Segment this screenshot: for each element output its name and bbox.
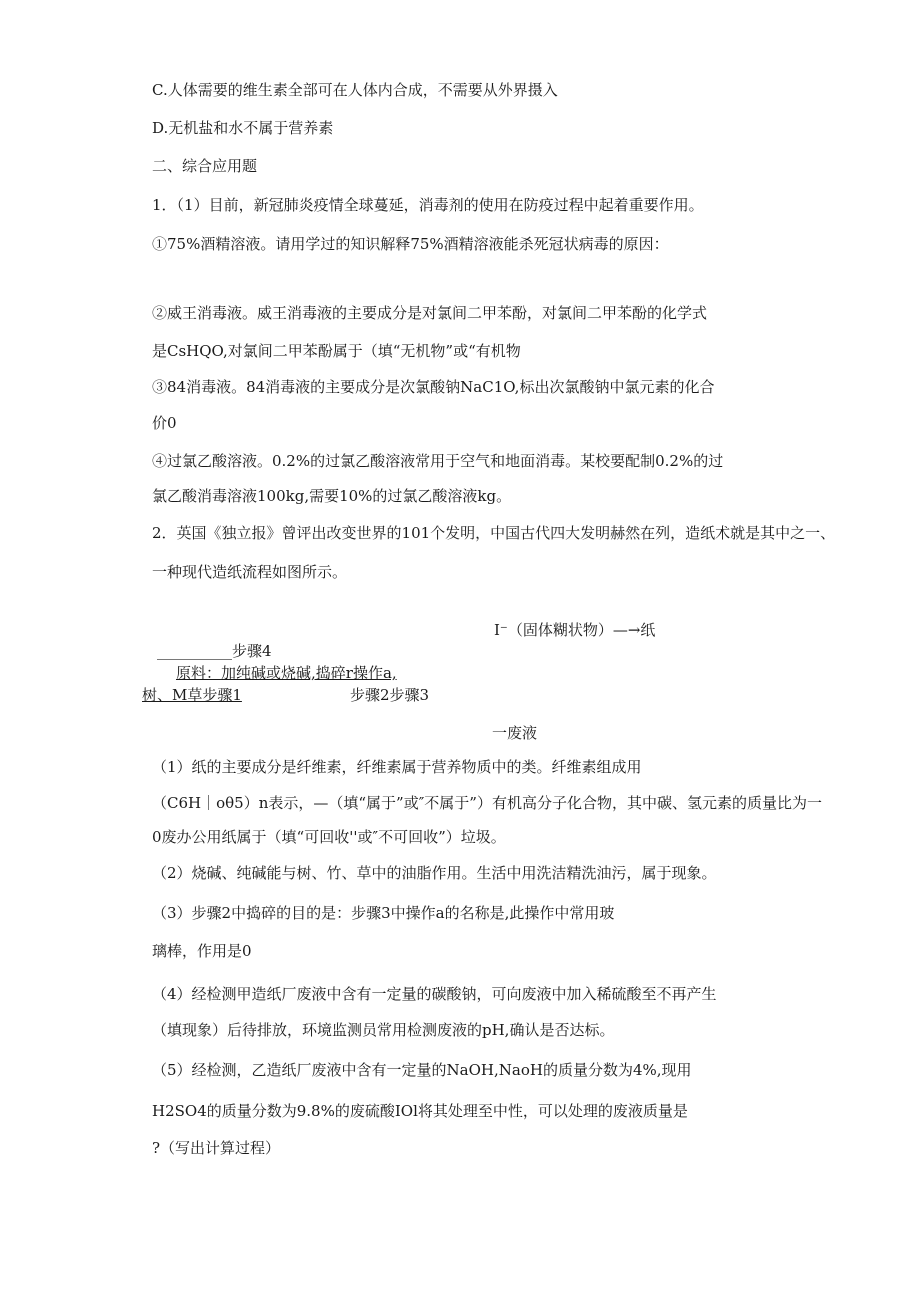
flow-step4: __________步骤4	[157, 642, 272, 660]
flow-step1: 树、M草步骤1	[142, 686, 242, 704]
flow-waste-liquid: 一废液	[492, 724, 538, 742]
q2-part-1-cont2: 0废办公用纸属于（填“可回收''或″不可回收”）垃圾。	[152, 828, 506, 846]
option-c: C.人体需要的维生素全部可在人体内合成，不需要从外界摄入	[152, 81, 558, 99]
section-heading: 二、综合应用题	[152, 157, 258, 175]
q2-part-1: （1）纸的主要成分是纤维素，纤维素属于营养物质中的类。纤维素组成用	[152, 758, 642, 776]
q2-part-3-cont: 璃棒，作用是0	[152, 942, 252, 960]
q2-part-2: （2）烧碱、纯碱能与树、竹、草中的油脂作用。生活中用洗洁精洗油污，属于现象。	[152, 864, 717, 882]
flow-step2-step3: 步骤2步骤3	[350, 686, 430, 704]
q2-part-5-cont: H2SO4的质量分数为9.8%的废硫酸IOl将其处理至中性，可以处理的废液质量是	[152, 1102, 688, 1120]
q2-part-5: （5）经检测，乙造纸厂废液中含有一定量的NaOH,NaoH的质量分数为4%,现用	[152, 1061, 692, 1079]
q1-item-3-cont: 价0	[152, 414, 177, 432]
q2-intro: 2．英国《独立报》曾评出改变世界的101个发明，中国古代四大发明赫然在列，造纸术就是其中之一、	[152, 524, 836, 542]
option-d: D.无机盐和水不属于营养素	[152, 119, 334, 137]
q1-item-4: ④过氯乙酸溶液。0.2%的过氯乙酸溶液常用于空气和地面消毒。某校要配制0.2%的过	[152, 452, 724, 470]
q2-part-4: （4）经检测甲造纸厂废液中含有一定量的碳酸钠，可向废液中加入稀硫酸至不再产生	[152, 985, 717, 1003]
q2-part-5-cont2: ?（写出计算过程）	[152, 1139, 281, 1157]
q2-part-1-cont: （C6H｜oθ5）n表示，—（填“属于”或″不属于”）有机高分子化合物，其中碳、氢元素的质量比为一	[152, 794, 822, 812]
flow-raw-material: 原料：加纯碱或烧碱,捣碎r操作a,	[176, 664, 397, 682]
q1-intro: 1．（1）目前，新冠肺炎疫情全球蔓延，消毒剂的使用在防疫过程中起着重要作用。	[152, 196, 704, 214]
q1-item-1: ①75%酒精溶液。请用学过的知识解释75%酒精溶液能杀死冠状病毒的原因：	[152, 235, 669, 253]
q2-intro-cont: 一种现代造纸流程如图所示。	[152, 563, 348, 581]
q2-part-4-cont: （填现象）后待排放，环境监测员常用检测废液的pH,确认是否达标。	[152, 1021, 615, 1039]
q1-item-2: ②威王消毒液。威王消毒液的主要成分是对氯间二甲苯酚，对氯间二甲苯酚的化学式	[152, 304, 708, 322]
q1-item-3: ③84消毒液。84消毒液的主要成分是次氯酸钠NaC1O,标出次氯酸钠中氯元素的化合	[152, 378, 715, 396]
q2-part-3: （3）步骤2中捣碎的目的是：步骤3中操作a的名称是,此操作中常用玻	[152, 904, 615, 922]
q1-item-4-cont: 氯乙酸消毒溶液100kg,需要10%的过氯乙酸溶液kg。	[152, 487, 512, 505]
flow-solid-to-paper: I⁻（固体糊状物）—→纸	[494, 621, 656, 639]
q1-item-2-cont: 是CsHQO,对氯间二甲苯酚属于（填“无机物”或“有机物	[152, 342, 521, 360]
